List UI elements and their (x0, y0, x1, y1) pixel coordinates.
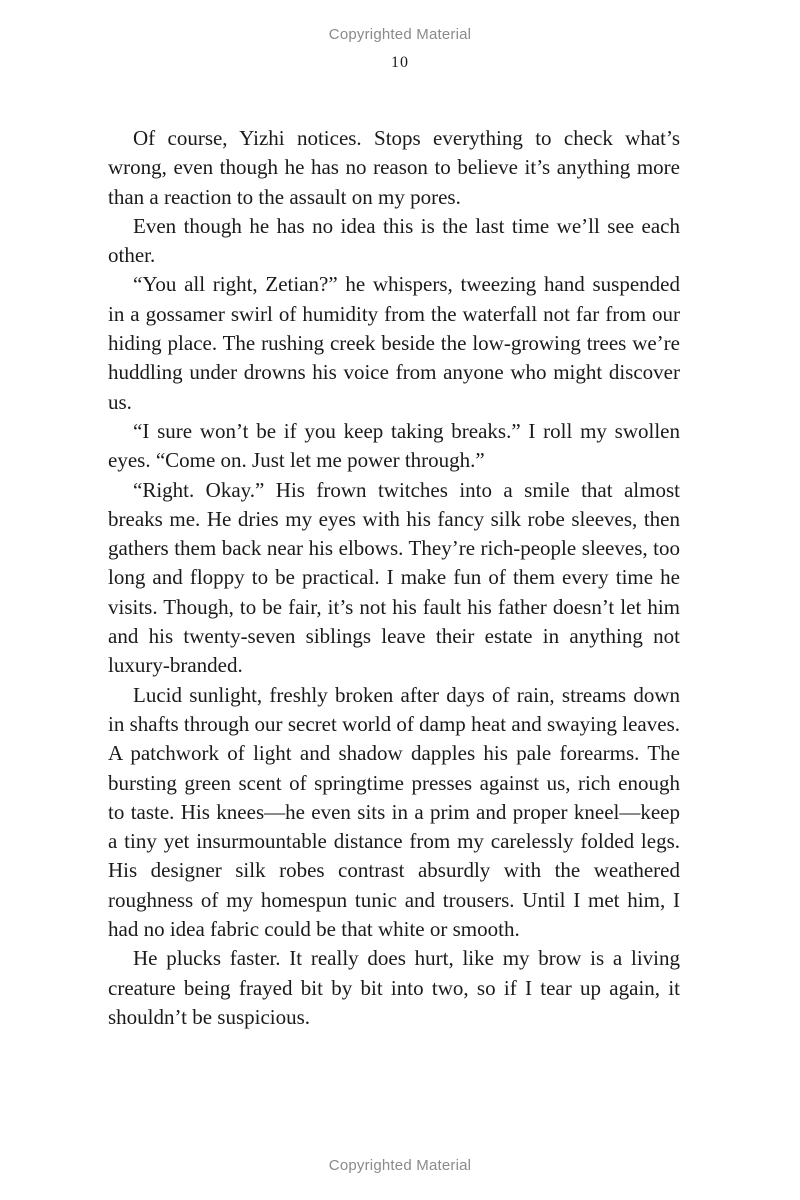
paragraph: Even though he has no idea this is the last time we’ll see each other. (108, 213, 680, 268)
page-number: 10 (391, 54, 409, 71)
paragraph: “You all right, Zetian?” he whispers, tweezing hand suspended in a gossamer swirl of humidity from the waterfall not far from our hiding place. The rushing creek beside the low-growing trees we’re huddling under drowns his voice from anyone who might discover us. (108, 272, 680, 414)
body-text (108, 124, 680, 1032)
paragraph: “Right. Okay.” His frown twitches into a smile that almost breaks me. He dries my eyes with his fancy silk robe sleeves, then gathers them back near his elbows. They’re rich-people sleeves, too long and floppy to be practical. I make fun of them every time he visits. Though, to be fair, it’s not his fault his father doesn’t let him and his twenty-seven siblings leave their estate in anything not luxury-branded. (108, 477, 680, 678)
copyright-watermark-top: Copyrighted Material (328, 26, 472, 43)
paragraph: Lucid sunlight, freshly broken after days of rain, streams down in shafts through our secret world of damp heat and swaying leaves. A patchwork of light and shadow dapples his pale forearms. The bursting green scent of springtime presses against us, rich enough to taste. His knees—he even sits in a prim and proper kneel—keep a tiny yet insurmountable distance from my carelessly folded legs. His designer silk robes contrast absurdly with the weathered roughness of my homespun tunic and trousers. Until I met him, I had no idea fabric could be that white or smooth. (108, 682, 680, 942)
paragraph: He plucks faster. It really does hurt, like my brow is a living creature being frayed bit by bit into two, so if I tear up again, it shouldn’t be suspicious. (108, 946, 680, 1029)
copyright-watermark-bottom: Copyrighted Material (328, 1157, 472, 1174)
paragraph: Of course, Yizhi notices. Stops everything to check what’s wrong, even though he has no reason to believe it’s anything more than a reaction to the assault on my pores. (108, 126, 680, 209)
paragraph: “I sure won’t be if you keep taking breaks.” I roll my swollen eyes. “Come on. Just let me power through.” (108, 418, 680, 473)
